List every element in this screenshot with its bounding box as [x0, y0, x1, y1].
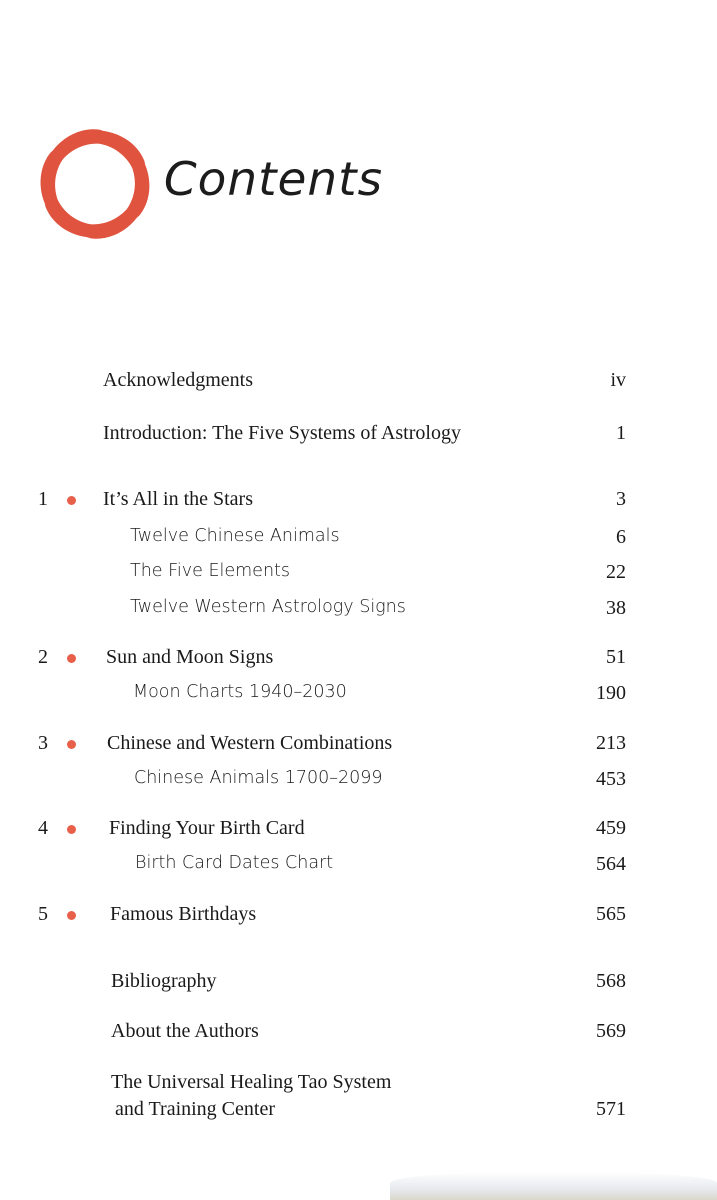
toc-entry-introduction[interactable]: [0, 422, 717, 452]
chapter-number: 5: [38, 903, 48, 925]
chapter-label: Famous Birthdays: [110, 903, 257, 925]
entry-page: 1: [616, 422, 626, 444]
chapter-number: 1: [38, 488, 48, 510]
entry-page: 22: [606, 561, 626, 583]
bullet-dot-icon: [67, 496, 76, 505]
toc-section[interactable]: [0, 597, 717, 627]
toc-chapter-5[interactable]: [0, 903, 717, 933]
section-label: The Five Elements: [130, 561, 291, 581]
toc-entry-healing-tao-line2[interactable]: [0, 1098, 717, 1128]
entry-page: 565: [596, 903, 626, 925]
entry-page: 564: [596, 853, 626, 875]
bullet-dot-icon: [67, 911, 76, 920]
section-label: Birth Card Dates Chart: [135, 853, 334, 873]
entry-page: 38: [606, 597, 626, 619]
entry-label: Bibliography: [111, 970, 217, 992]
bullet-dot-icon: [67, 825, 76, 834]
entry-page: 453: [596, 768, 626, 790]
entry-label: Acknowledgments: [103, 369, 253, 391]
entry-label: About the Authors: [111, 1020, 259, 1042]
entry-page: 213: [596, 732, 626, 754]
section-label: Twelve Western Astrology Signs: [130, 597, 406, 617]
section-label: Moon Charts 1940–2030: [133, 682, 347, 702]
toc-section[interactable]: [0, 561, 717, 591]
toc-entry-healing-tao[interactable]: [0, 1071, 717, 1101]
chapter-label: Finding Your Birth Card: [109, 817, 305, 839]
toc-entry-bibliography[interactable]: [0, 970, 717, 1000]
entry-label-line1: The Universal Healing Tao System: [111, 1071, 392, 1093]
section-label: Chinese Animals 1700–2099: [134, 768, 383, 788]
bullet-dot-icon: [67, 654, 76, 663]
chapter-number: 3: [38, 732, 48, 754]
toc-chapter-1[interactable]: [0, 488, 717, 518]
chapter-label: It’s All in the Stars: [103, 488, 253, 510]
entry-page: 3: [616, 488, 626, 510]
toc-section[interactable]: [0, 526, 717, 556]
chapter-label: Sun and Moon Signs: [106, 646, 274, 668]
toc-section[interactable]: [0, 682, 717, 712]
toc-chapter-2[interactable]: [0, 646, 717, 676]
entry-page: 459: [596, 817, 626, 839]
chapter-number: 4: [38, 817, 48, 839]
section-label: Twelve Chinese Animals: [130, 526, 340, 546]
entry-page: 190: [596, 682, 626, 704]
entry-page: 569: [596, 1020, 626, 1042]
page-title: Contents: [163, 152, 384, 206]
toc-entry-about-authors[interactable]: [0, 1020, 717, 1050]
entry-page: 571: [596, 1098, 626, 1120]
page-edge-shadow: [390, 1172, 717, 1200]
toc-chapter-3[interactable]: [0, 732, 717, 762]
chapter-label: Chinese and Western Combinations: [107, 732, 393, 754]
entry-page: 51: [606, 646, 626, 668]
pinwheel-logo-icon: [34, 125, 156, 243]
toc-entry-acknowledgments[interactable]: [0, 369, 717, 399]
toc-section[interactable]: [0, 853, 717, 883]
entry-page: iv: [610, 369, 626, 391]
entry-page: 568: [596, 970, 626, 992]
toc-chapter-4[interactable]: [0, 817, 717, 847]
entry-page: 6: [616, 526, 626, 548]
bullet-dot-icon: [67, 740, 76, 749]
entry-label-line2: and Training Center: [115, 1098, 275, 1120]
chapter-number: 2: [38, 646, 48, 668]
toc-section[interactable]: [0, 768, 717, 798]
entry-label: Introduction: The Five Systems of Astrology: [103, 422, 461, 444]
